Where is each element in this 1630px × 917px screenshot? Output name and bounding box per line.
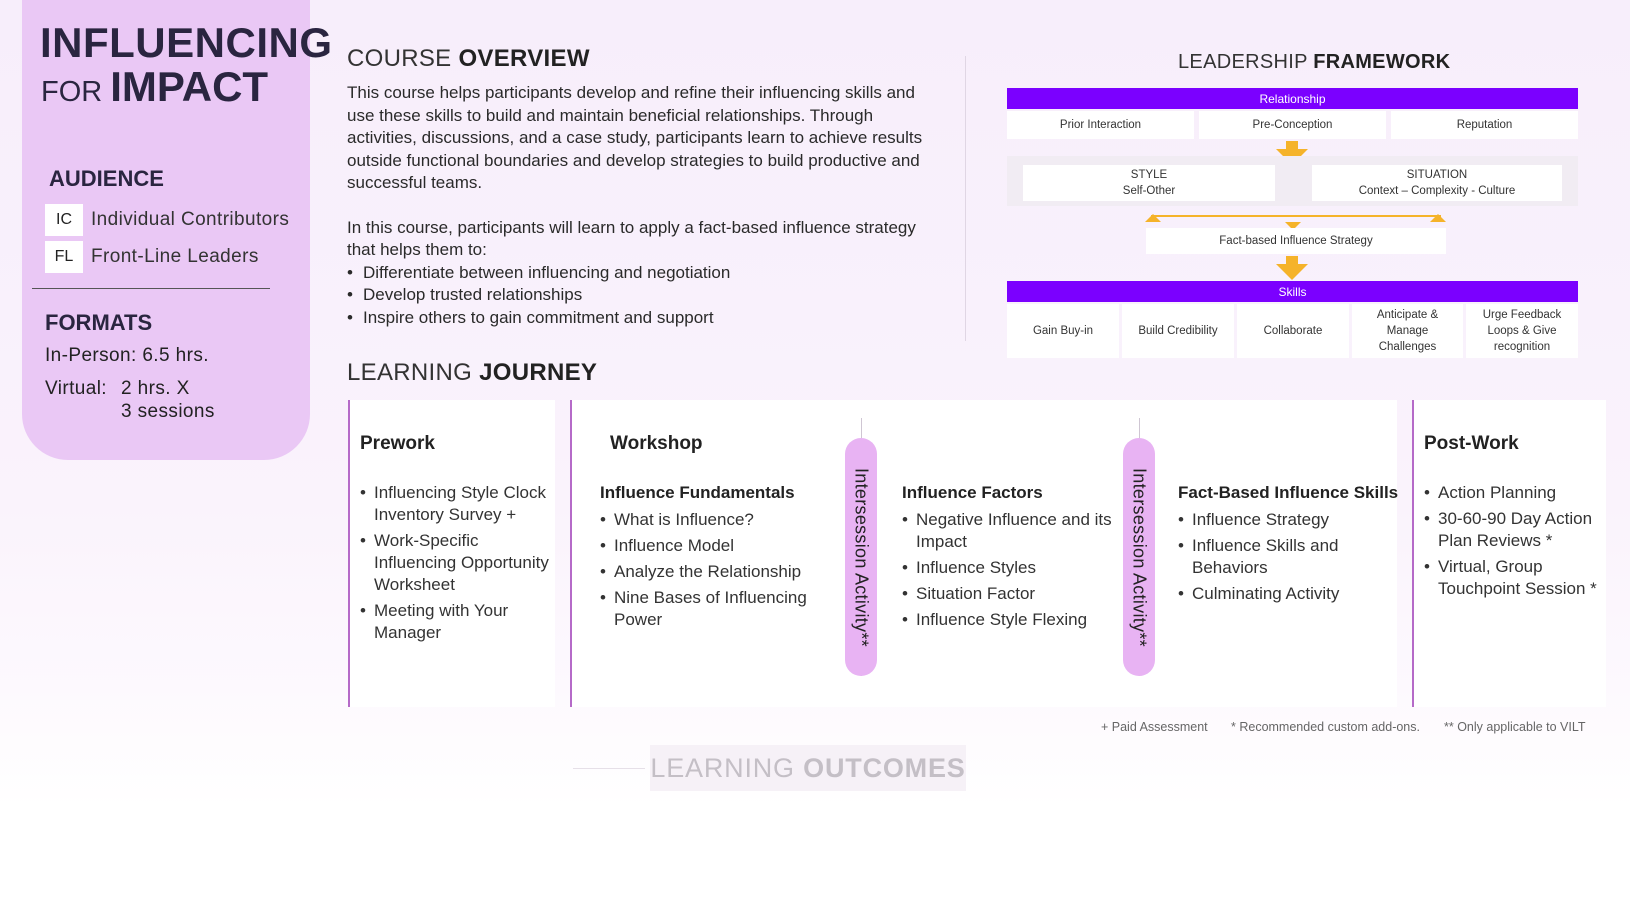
relationship-bar: Relationship	[1007, 88, 1578, 109]
outcomes-line	[573, 768, 645, 769]
course-subtitle	[41, 63, 269, 110]
module-title: Influence Factors	[902, 483, 1043, 502]
workshop-title: Workshop	[610, 433, 703, 454]
module-list	[902, 509, 1112, 635]
relationship-item: Pre-Conception	[1199, 111, 1386, 139]
list-item: • Influence Style Flexing	[902, 609, 1112, 631]
list-item: • Influence Strategy	[1178, 509, 1388, 531]
heading-bold-part: OUTCOMES	[803, 752, 966, 783]
heading-light-part: COURSE	[347, 45, 452, 72]
audience-label: Individual Contributors	[91, 209, 290, 230]
relationship-item: Prior Interaction	[1007, 111, 1194, 139]
skill-item: Collaborate	[1237, 304, 1349, 358]
list-item: • 30-60-90 Day Action Plan Reviews *	[1424, 508, 1604, 552]
prework-title: Prework	[360, 433, 435, 454]
arrow-down-icon	[1276, 264, 1308, 280]
overview-bullets	[347, 262, 947, 330]
overview-paragraph: In this course, participants will learn to apply a fact-based influence strategy that helps them to:	[347, 217, 916, 259]
intersession-label: Intersession Activity**	[851, 467, 872, 647]
overview-paragraph: This course helps participants develop and refine their influencing skills and use these skills to build and maintain beneficial relationships. Through activities, discussions, and a case study, participants learn to achieve results outside functional boundaries and develop strategies to build productive and successful teams.	[347, 83, 923, 192]
relationship-item: Reputation	[1391, 111, 1578, 139]
footnote-paid: + Paid Assessment	[1101, 720, 1208, 734]
module-list	[600, 509, 820, 635]
audience-item	[45, 204, 289, 236]
format-virtual-value: 2 hrs. X	[121, 378, 190, 399]
format-in-person: In-Person: 6.5 hrs.	[45, 345, 209, 366]
list-item: • Work-Specific Influencing Opportunity Worksheet	[360, 530, 550, 596]
heading-bold-part: JOURNEY	[479, 359, 598, 386]
heading-bold-part: FRAMEWORK	[1313, 51, 1451, 73]
list-item: • Analyze the Relationship	[600, 561, 820, 583]
list-item: • Influence Model	[600, 535, 820, 557]
situation-title: SITUATION	[1406, 169, 1468, 181]
skill-item: Anticipate & Manage Challenges	[1352, 304, 1463, 358]
list-item: • Culminating Activity	[1178, 583, 1388, 605]
formats-heading: FORMATS	[45, 310, 153, 335]
arrow-down-icon	[1286, 141, 1298, 149]
list-item: • Virtual, Group Touchpoint Session *	[1424, 556, 1604, 600]
module-list	[1178, 509, 1388, 609]
postwork-list	[1424, 482, 1604, 604]
skills-bar: Skills	[1007, 281, 1578, 302]
overview-bullet: • Develop trusted relationships	[347, 284, 947, 307]
audience-code: IC	[45, 204, 83, 236]
section-separator	[965, 56, 966, 341]
course-overview-body	[347, 82, 947, 329]
list-item: • Situation Factor	[902, 583, 1112, 605]
audience-item	[45, 241, 259, 273]
arrow-up-icon	[1145, 214, 1161, 222]
prework-list	[360, 482, 550, 648]
style-title: STYLE	[1130, 169, 1168, 181]
list-item: • Meeting with Your Manager	[360, 600, 550, 644]
list-item: • Nine Bases of Influencing Power	[600, 587, 820, 631]
learning-outcomes-heading	[650, 745, 966, 791]
list-item: • Influence Styles	[902, 557, 1112, 579]
course-overview-heading	[347, 45, 590, 73]
strategy-box: Fact-based Influence Strategy	[1146, 228, 1446, 254]
audience-label: Front-Line Leaders	[91, 246, 259, 267]
postwork-title: Post-Work	[1424, 433, 1519, 454]
heading-bold-part: OVERVIEW	[458, 45, 590, 72]
footnote-custom: * Recommended custom add-ons.	[1231, 720, 1420, 734]
list-item: • What is Influence?	[600, 509, 820, 531]
overview-bullet: • Differentiate between influencing and negotiation	[347, 262, 947, 285]
course-title: INFLUENCING	[40, 19, 333, 66]
learning-outcomes-label	[650, 753, 965, 784]
module-title: Fact-Based Influence Skills	[1178, 483, 1399, 502]
list-item: • Influencing Style Clock Inventory Survey +	[360, 482, 550, 526]
skill-item: Urge Feedback Loops & Give recognition	[1466, 304, 1578, 358]
footnote-vilt: ** Only applicable to VILT	[1444, 720, 1586, 734]
style-box	[1023, 165, 1275, 201]
list-item: • Negative Influence and its Impact	[902, 509, 1112, 553]
arrow-up-icon	[1430, 214, 1446, 222]
intersession-label: Intersession Activity**	[1129, 467, 1150, 647]
arrow-down-icon	[1286, 256, 1298, 264]
overview-bullet: • Inspire others to gain commitment and support	[347, 307, 947, 330]
format-virtual-label: Virtual:	[45, 378, 107, 399]
learning-journey-heading	[347, 359, 597, 387]
skill-item: Gain Buy-in	[1007, 304, 1119, 358]
course-title-impact: IMPACT	[110, 63, 269, 110]
heading-light-part: LEADERSHIP	[1178, 51, 1308, 73]
skill-item: Build Credibility	[1122, 304, 1234, 358]
audience-heading: AUDIENCE	[49, 166, 164, 191]
leadership-framework-heading	[1178, 51, 1450, 74]
panel-divider	[32, 288, 270, 289]
heading-light-part: LEARNING	[347, 359, 473, 386]
intersession-pill	[1123, 438, 1155, 676]
list-item: • Action Planning	[1424, 482, 1604, 504]
situation-value: Context – Complexity - Culture	[1358, 185, 1516, 197]
list-item: • Influence Skills and Behaviors	[1178, 535, 1388, 579]
module-title: Influence Fundamentals	[600, 483, 795, 502]
format-virtual-sessions: 3 sessions	[121, 401, 215, 422]
connector-line	[1151, 215, 1441, 217]
audience-code: FL	[45, 241, 83, 273]
style-value: Self-Other	[1122, 185, 1176, 197]
situation-box	[1312, 165, 1562, 201]
course-title-for: FOR	[41, 76, 103, 108]
intersession-pill	[845, 438, 877, 676]
heading-light-part: LEARNING	[650, 752, 795, 783]
